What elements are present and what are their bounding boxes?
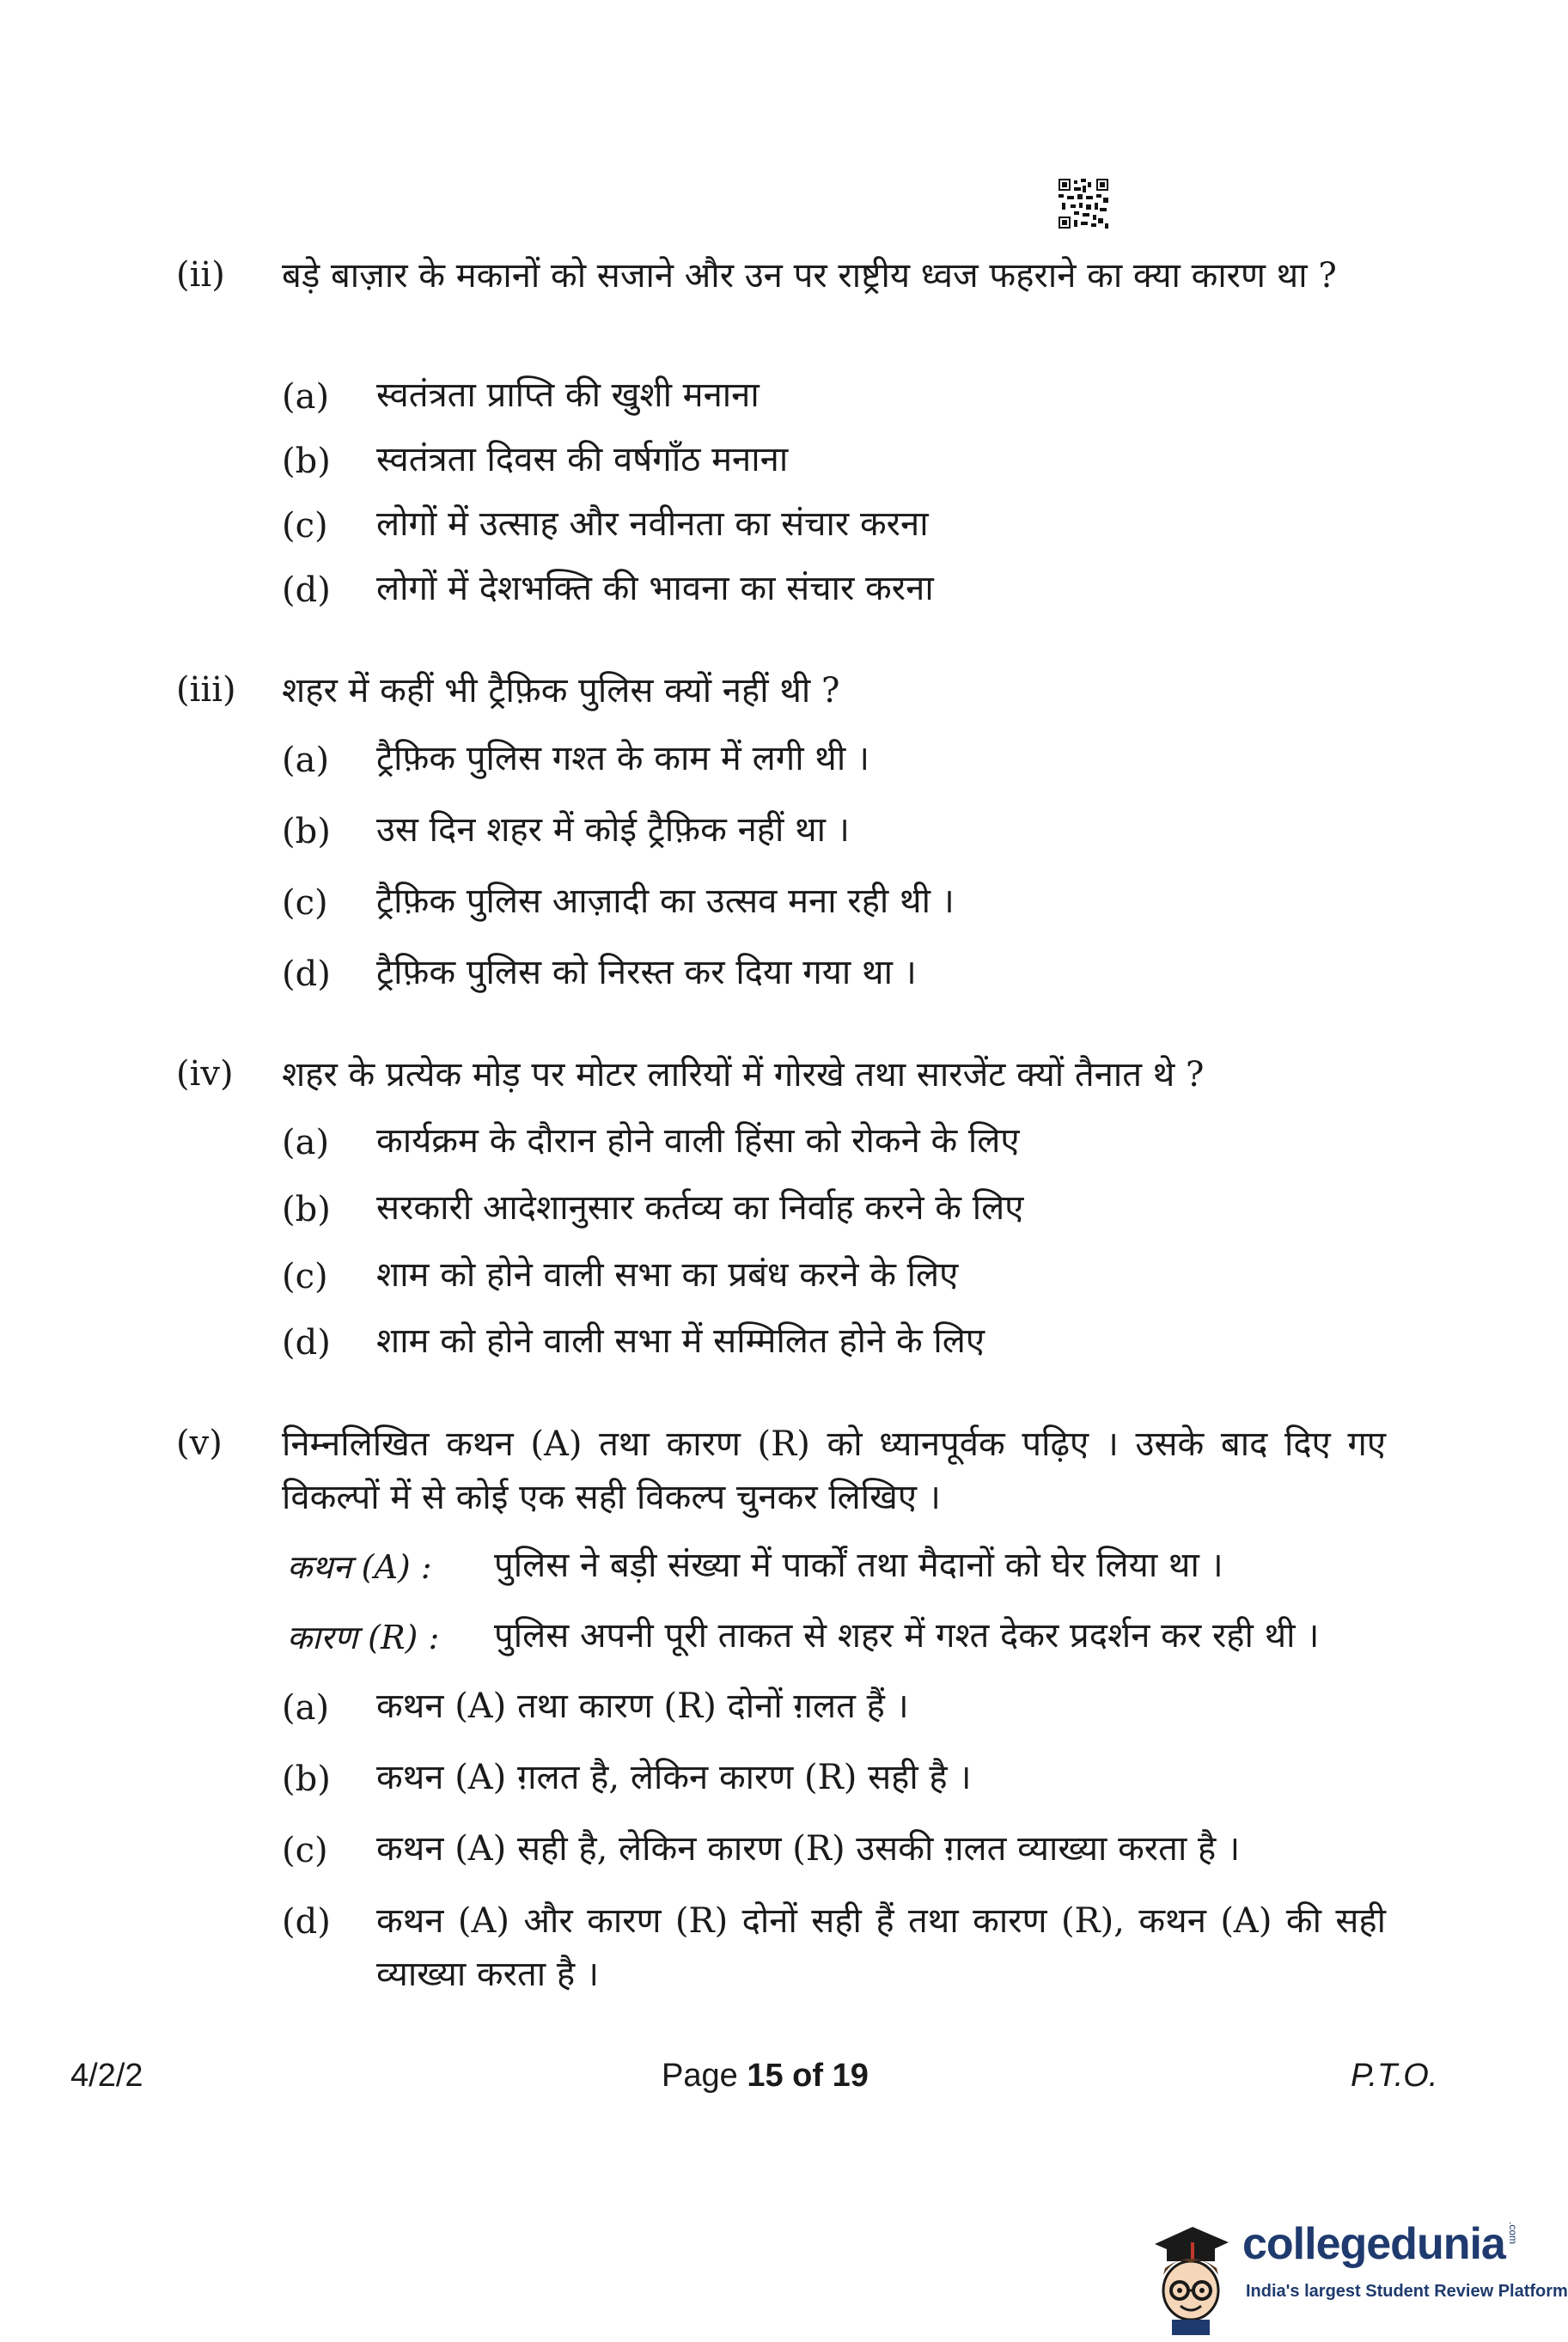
brand-suffix: .com	[1507, 2222, 1519, 2245]
brand-watermark	[1143, 2215, 1568, 2335]
option-text: स्वतंत्रता दिवस की वर्षगाँठ मनाना	[376, 440, 789, 479]
assertion-text: पुलिस ने बड़ी संख्या में पार्कों तथा मैदानों को घेर लिया था ।	[494, 1546, 1223, 1585]
option-label: (a)	[282, 1123, 330, 1162]
option-label: (a)	[282, 741, 330, 780]
option-label: (b)	[282, 1760, 331, 1799]
option-text: कथन (A) तथा कारण (R) दोनों ग़लत हैं ।	[376, 1686, 909, 1726]
option-text: लोगों में देशभक्ति की भावना का संचार करना	[376, 569, 934, 608]
question-text: शहर में कहीं भी ट्रैफ़िक पुलिस क्यों नहीं थी ?	[282, 671, 840, 711]
question-text: बड़े बाज़ार के मकानों को सजाने और उन पर राष्ट्रीय ध्वज फहराने का क्या कारण था ?	[282, 256, 1337, 296]
option-text: शाम को होने वाली सभा का प्रबंध करने के लिए	[376, 1255, 959, 1295]
option-text: ट्रैफ़िक पुलिस को निरस्त कर दिया गया था ।	[376, 953, 917, 992]
page-of: of	[792, 2058, 824, 2094]
assertion-label: कथन (A) :	[287, 1548, 432, 1586]
option-text: कथन (A) सही है, लेकिन कारण (R) उसकी ग़लत व्याख्या करता है ।	[376, 1829, 1241, 1869]
question-number: (iii)	[176, 670, 236, 710]
option-text: कार्यक्रम के दौरान होने वाली हिंसा को रोकने के लिए	[376, 1121, 1020, 1161]
option-label: (a)	[282, 1688, 330, 1728]
option-label: (d)	[282, 954, 331, 994]
option-text: उस दिन शहर में कोई ट्रैफ़िक नहीं था ।	[376, 810, 850, 850]
pto-label: P.T.O.	[1351, 2058, 1438, 2094]
qr-code-icon	[1059, 179, 1108, 229]
question-text: निम्नलिखित कथन (A) तथा कारण (R) को ध्यानपूर्वक पढ़िए । उसके बाद दिए गए विकल्पों में से कोई एक सही विकल्प चुनकर लिखिए ।	[282, 1424, 1386, 1517]
option-label: (c)	[282, 506, 328, 546]
option-label: (d)	[282, 1323, 331, 1363]
brand-tagline: India's largest Student Review Platform	[1246, 2282, 1568, 2301]
option-label: (d)	[282, 1902, 331, 1942]
option-label: (d)	[282, 570, 331, 610]
brand-name: collegedunia	[1242, 2219, 1505, 2269]
paper-code: 4/2/2	[70, 2058, 143, 2094]
option-label: (c)	[282, 1257, 328, 1296]
option-text: ट्रैफ़िक पुलिस गश्त के काम में लगी थी ।	[376, 739, 870, 778]
page-prefix: Page	[662, 2058, 738, 2094]
option-text: ट्रैफ़िक पुलिस आज़ादी का उत्सव मना रही थी ।	[376, 881, 955, 921]
mascot-icon	[1143, 2215, 1239, 2335]
option-label: (a)	[282, 377, 330, 417]
option-text: लोगों में उत्साह और नवीनता का संचार करना	[376, 504, 929, 544]
page-current: 15	[747, 2058, 784, 2094]
option-text: स्वतंत्रता प्राप्ति की खुशी मनाना	[376, 375, 760, 415]
question-number: (ii)	[176, 255, 225, 295]
option-text: शाम को होने वाली सभा में सम्मिलित होने के लिए	[376, 1321, 985, 1361]
option-text: कथन (A) और कारण (R) दोनों सही हैं तथा कारण (R), कथन (A) की सही व्याख्या करता है ।	[376, 1901, 1386, 1994]
reason-label: कारण (R) :	[287, 1619, 440, 1656]
option-label: (b)	[282, 812, 331, 851]
option-label: (b)	[282, 442, 331, 481]
option-text: सरकारी आदेशानुसार कर्तव्य का निर्वाह करने के लिए	[376, 1188, 1024, 1228]
question-number: (iv)	[176, 1054, 234, 1094]
option-text: कथन (A) ग़लत है, लेकिन कारण (R) सही है ।	[376, 1758, 972, 1797]
reason-text: पुलिस अपनी पूरी ताकत से शहर में गश्त देकर प्रदर्शन कर रही थी ।	[494, 1616, 1320, 1656]
page-total: 19	[832, 2058, 869, 2094]
question-number: (v)	[176, 1424, 223, 1463]
option-label: (c)	[282, 1831, 328, 1870]
option-label: (c)	[282, 883, 328, 923]
page-indicator	[662, 2052, 869, 2100]
option-label: (b)	[282, 1190, 331, 1229]
question-text: शहर के प्रत्येक मोड़ पर मोटर लारियों में गोरखे तथा सारजेंट क्यों तैनात थे ?	[282, 1055, 1205, 1095]
